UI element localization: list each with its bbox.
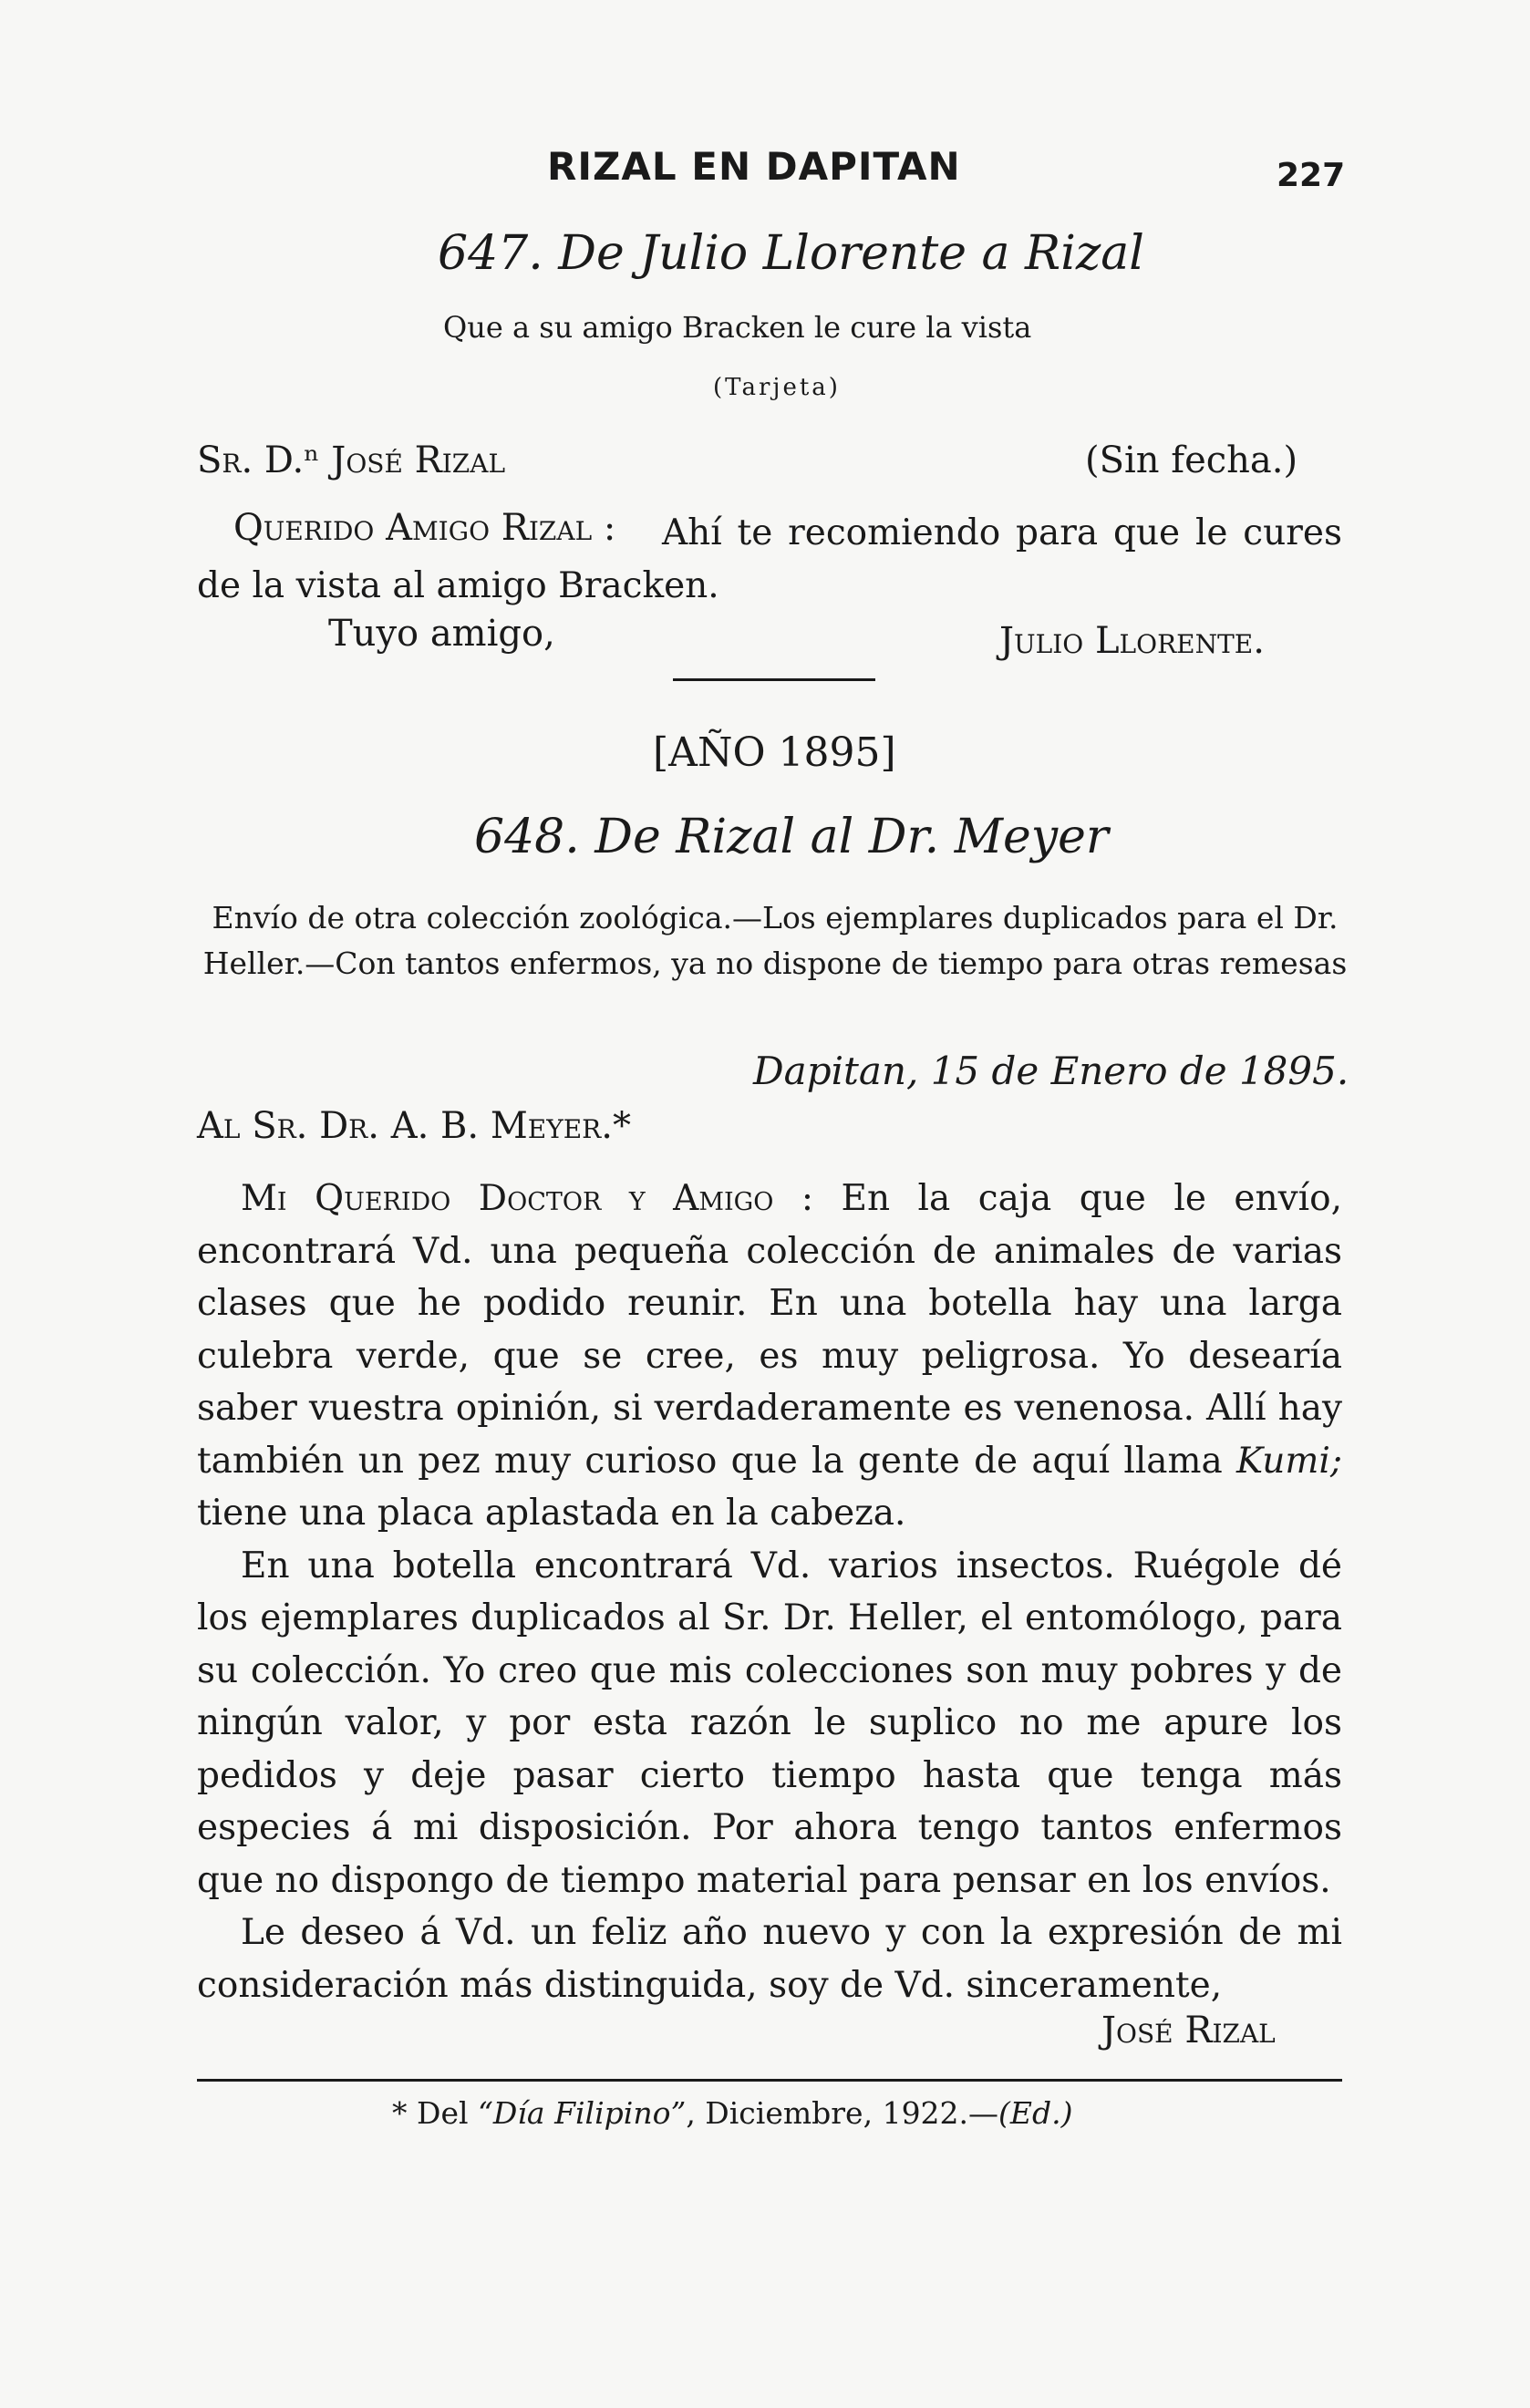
letter-647-body xyxy=(197,507,1342,612)
letter-648-paragraph-3: Le deseo á Vd. un feliz año nuevo y con la expresión de mi consideración más distinguida, soy de Vd. sinceramente, xyxy=(197,1912,1342,2006)
paragraph-1-end: tiene una placa aplastada en la cabeza. xyxy=(197,1493,906,1534)
section-divider xyxy=(673,678,875,681)
letter-648-salutation: Mi Querido Doctor y Amigo : xyxy=(241,1178,813,1219)
letter-647-date: (Sin fecha.) xyxy=(1085,439,1298,481)
letter-647-addressee: Sr. D.ⁿ José Rizal xyxy=(197,439,506,481)
footnote-editor: (Ed.) xyxy=(998,2095,1073,2131)
letter-648-addressee: Al Sr. Dr. A. B. Meyer.* xyxy=(197,1105,631,1147)
letter-648-body xyxy=(197,1173,1342,2011)
letter-648-signature: José Rizal xyxy=(1101,2010,1276,2051)
footnote-marker: * Del xyxy=(392,2095,469,2131)
letter-648-date: Dapitan, 15 de Enero de 1895. xyxy=(753,1049,1349,1093)
page-number: 227 xyxy=(1277,157,1346,194)
letter-647-closing: Tuyo amigo, xyxy=(328,613,555,655)
running-head: RIZAL EN DAPITAN xyxy=(547,144,961,189)
paragraph-1-text: En la caja que le envío, encontrará Vd. una pequeña colección de animales de varias clases que he podido reunir. En una botella hay una larga culebra verde, que se cree, es muy peligrosa. Yo desearía saber vuestra opinión, si verdaderamente es venenosa. Allí hay también un pez muy curioso que la gente de aquí llama xyxy=(197,1178,1342,1482)
footnote-source: “Día Filipino” xyxy=(478,2095,687,2131)
letter-647-note: (Tarjeta) xyxy=(713,374,841,401)
letter-647-summary: Que a su amigo Bracken le cure la vista xyxy=(443,310,1032,345)
letter-647-salutation: Querido Amigo Rizal : xyxy=(233,507,616,549)
letter-647-title: 647. De Julio Llorente a Rizal xyxy=(438,226,1144,281)
letter-648-paragraph-1 xyxy=(197,1173,1342,1540)
kumi-term: Kumi; xyxy=(1236,1440,1342,1482)
letter-647-body-text: Ahí te recomiendo para que le cures de la vista al amigo Bracken. xyxy=(197,512,1342,606)
footnote-date: , Diciembre, 1922.— xyxy=(686,2095,999,2131)
footnote-rule xyxy=(197,2079,1342,2082)
letter-648-title: 648. De Rizal al Dr. Meyer xyxy=(474,810,1109,864)
letter-648-paragraph-2: En una botella encontrará Vd. varios insectos. Ruégole dé los ejemplares duplicados al Sr. Dr. Heller, el entomólogo, para su colección. Yo creo que mis colecciones son muy pobres y de ningún valor, y por esta razón le suplico no me apure los pedidos y deje pasar cierto tiempo hasta que tenga más especies á mi disposición. Por ahora tengo tantos enfermos que no dispongo de tiempo material para pensar en los envíos. xyxy=(197,1545,1342,1901)
year-heading: [AÑO 1895] xyxy=(653,729,896,776)
letter-647-signature: Julio Llorente. xyxy=(999,620,1265,662)
letter-648-summary: Envío de otra colección zoológica.—Los ejemplares duplicados para el Dr. Heller.—Con tantos enfermos, ya no dispone de tiempo para otras remesas xyxy=(202,900,1348,981)
footnote xyxy=(392,2095,1073,2131)
